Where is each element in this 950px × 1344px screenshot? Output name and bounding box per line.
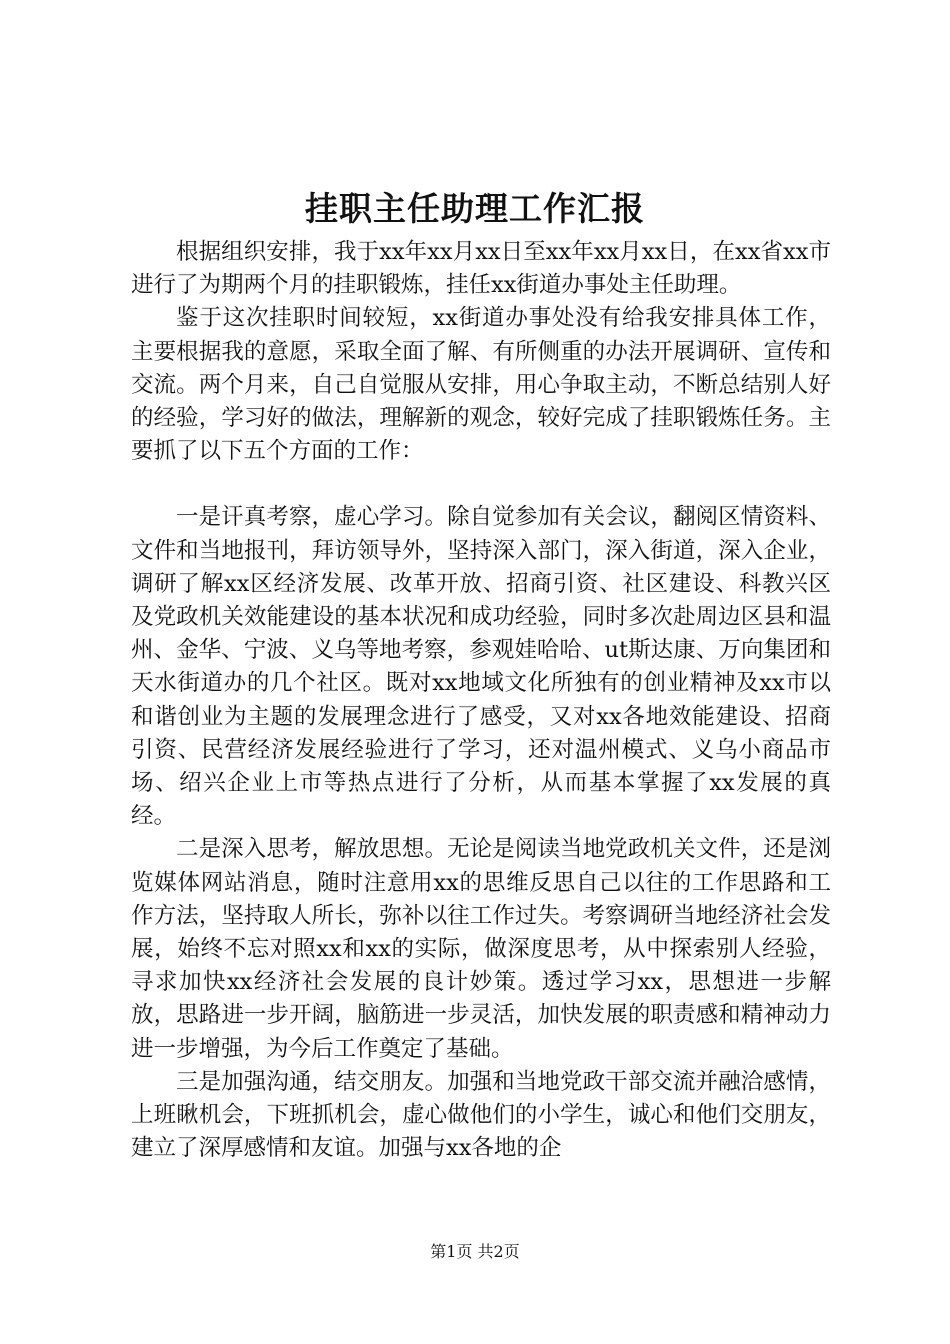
- paragraph-3: 一是讦真考察，虚心学习。除自觉参加有关会议，翻阅区情资料、文件和当地报刊，拜访领导外，坚持深入部门，深入街道，深入企业，调研了解xx区经济发展、改革开放、招商引资、社区建设、科教兴区及党政机关效能建设的基本状况和成功经验，同时多次赴周边区县和温州、金华、宁波、义乌等地考察，参观娃哈哈、ut斯达康、万向集团和天水街道办的几个社区。既对xx地域文化所独有的创业精神及xx市以和谐创业为主题的发展理念进行了感受，又对xx各地效能建设、招商引资、民营经济发展经验进行了学习，还对温州模式、义乌小商品市场、绍兴企业上市等热点进行了分析，从而基本掌握了xx发展的真经。: [131, 504, 831, 830]
- document-body: [131, 236, 831, 1165]
- page-footer: 第1页 共2页: [430, 1242, 520, 1261]
- document-title: 挂职主任助理工作汇报: [305, 189, 645, 228]
- paragraph-1: 根据组织安排，我于xx年xx月xx日至xx年xx月xx日，在xx省xx市进行了为期两个月的挂职锻炼，挂任xx街道办事处主任助理。: [131, 239, 831, 299]
- paragraph-2: 鉴于这次挂职时间较短，xx街道办事处没有给我安排具体工作，主要根据我的意愿，采取全面了解、有所侧重的办法开展调研、宣传和交流。两个月来，自己自觉服从安排，用心争取主动，不断总结别人好的经验，学习好的做法，理解新的观念，较好完成了挂职锻炼任务。主要抓了以下五个方面的工作：: [131, 305, 831, 465]
- paragraph-5: 三是加强沟通，结交朋友。加强和当地党政干部交流并融洽感情，上班瞅机会，下班抓机会，虚心做他们的小学生，诚心和他们交朋友，建立了深厚感情和友谊。加强与xx各地的企: [131, 1068, 831, 1162]
- paragraph-4: 二是深入思考，解放思想。无论是阅读当地党政机关文件，还是浏览媒体网站消息，随时注意用xx的思维反思自己以往的工作思路和工作方法，坚持取人所长，弥补以往工作过失。考察调研当地经济社会发展，始终不忘对照xx和xx的实际，做深度思考，从中探索别人经验，寻求加快xx经济社会发展的良计妙策。透过学习xx，思想进一步解放，思路进一步开阔，脑筋进一步灵活，加快发展的职责感和精神动力进一步增强，为今后工作奠定了基础。: [131, 836, 831, 1062]
